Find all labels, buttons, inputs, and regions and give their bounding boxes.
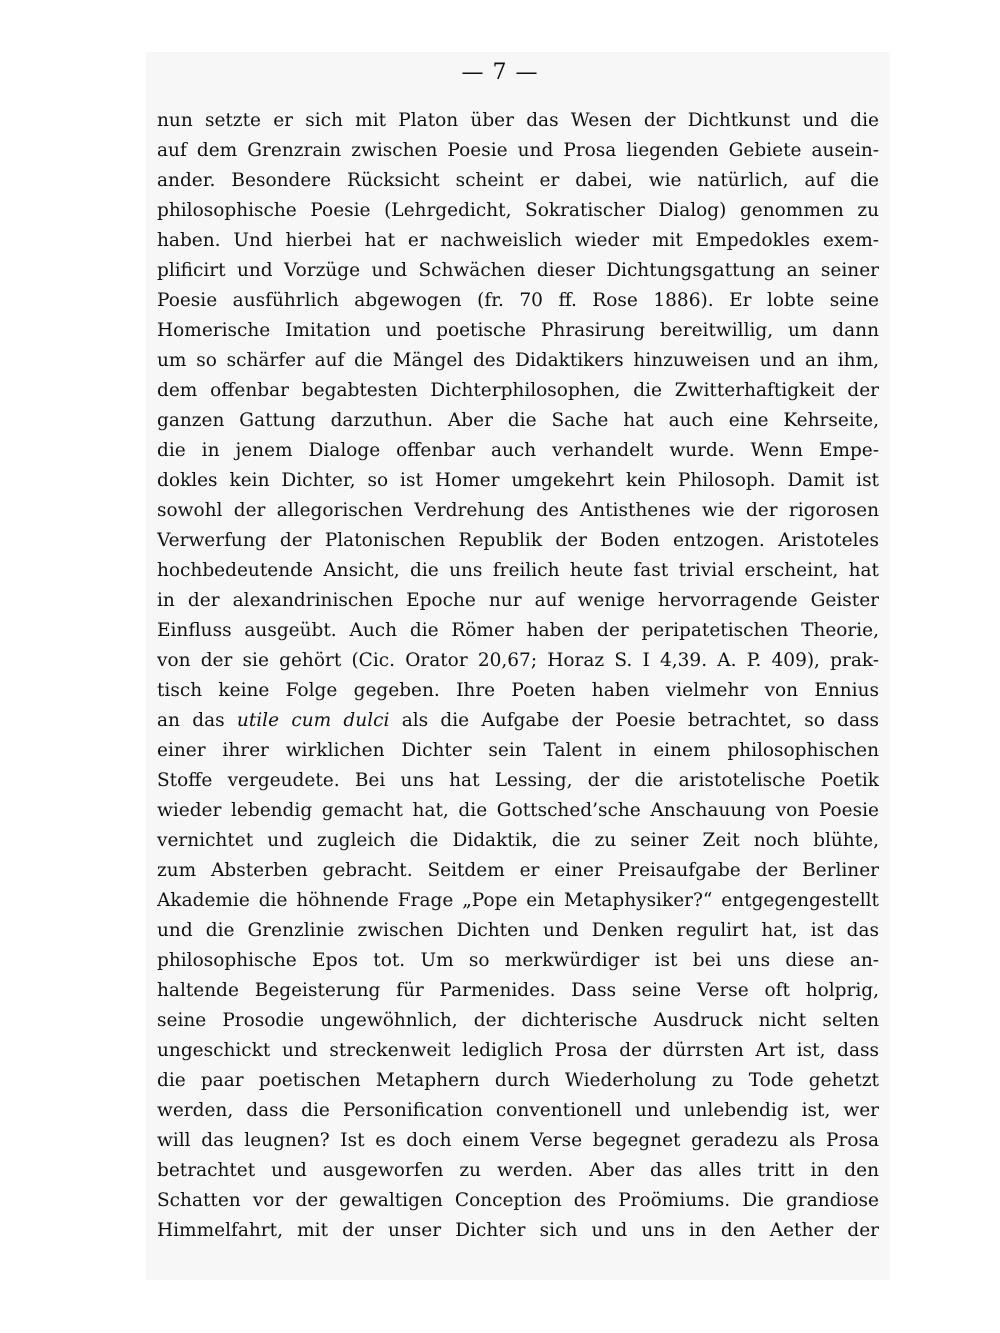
text-line: und die Grenzlinie zwischen Dichten und Denken regulirt hat, ist das <box>157 920 879 941</box>
text-line: sowohl der allegorischen Verdrehung des Antisthenes wie der rigorosen <box>157 500 879 521</box>
text-line: Akademie die höhnende Frage „Pope ein Metaphysiker?“ entgegengestellt <box>157 890 879 911</box>
text-line: ungeschickt und streckenweit lediglich Prosa der dürrsten Art ist, dass <box>157 1040 879 1061</box>
text-line: dokles kein Dichter, so ist Homer umgekehrt kein Philosoph. Damit ist <box>157 470 879 491</box>
text-line: dem offenbar begabtesten Dichterphilosophen, die Zwitterhaftigkeit der <box>157 380 879 401</box>
text-line: ganzen Gattung darzuthun. Aber die Sache hat auch eine Kehrseite, <box>157 410 879 431</box>
text-line: Homerische Imitation und poetische Phrasirung bereitwillig, um dann <box>157 320 879 341</box>
italic-phrase: utile cum dulci <box>236 710 390 731</box>
text-line: philosophische Epos tot. Um so merkwürdiger ist bei uns diese an- <box>157 950 879 971</box>
text-line: in der alexandrinischen Epoche nur auf wenige hervorragende Geister <box>157 590 879 611</box>
text-line-with-italic <box>157 706 879 736</box>
body-text <box>157 106 879 1246</box>
text-line: tisch keine Folge gegeben. Ihre Poeten haben vielmehr von Ennius <box>157 680 879 701</box>
text-line: Einfluss ausgeübt. Auch die Römer haben der peripatetischen Theorie, <box>157 620 879 641</box>
page-number: — 7 — <box>461 60 539 85</box>
text-line: die paar poetischen Metaphern durch Wiederholung zu Tode gehetzt <box>157 1070 879 1091</box>
text-line: Poesie ausführlich abgewogen (fr. 70 ff. Rose 1886). Er lobte seine <box>157 290 879 311</box>
text-line: werden, dass die Personification conventionell und unlebendig ist, wer <box>157 1100 879 1121</box>
text-line: von der sie gehört (Cic. Orator 20,67; Horaz S. I 4,39. A. P. 409), prak- <box>157 650 879 671</box>
text-line: einer ihrer wirklichen Dichter sein Talent in einem philosophischen <box>157 740 879 761</box>
text-line: ander. Besondere Rücksicht scheint er dabei, wie natürlich, auf die <box>157 170 879 191</box>
text-line: haben. Und hierbei hat er nachweislich wieder mit Empedokles exem- <box>157 230 879 251</box>
text-line: haltende Begeisterung für Parmenides. Dass seine Verse oft holprig, <box>157 980 879 1001</box>
text-line: will das leugnen? Ist es doch einem Verse begegnet geradezu als Prosa <box>157 1130 879 1151</box>
text-line: Stoffe vergeudete. Bei uns hat Lessing, der die aristotelische Poetik <box>157 770 879 791</box>
text-line: hochbedeutende Ansicht, die uns freilich heute fast trivial erscheint, hat <box>157 560 879 581</box>
text-line: nun setzte er sich mit Platon über das Wesen der Dichtkunst und die <box>157 110 879 131</box>
text-line: auf dem Grenzrain zwischen Poesie und Prosa liegenden Gebiete ausein- <box>157 140 879 161</box>
text-line: philosophische Poesie (Lehrgedicht, Sokratischer Dialog) genommen zu <box>157 200 879 221</box>
text-line: um so schärfer auf die Mängel des Didaktikers hinzuweisen und an ihm, <box>157 350 879 371</box>
text-line: Himmelfahrt, mit der unser Dichter sich und uns in den Aether der <box>157 1220 879 1241</box>
text-line: die in jenem Dialoge offenbar auch verhandelt wurde. Wenn Empe- <box>157 440 879 461</box>
text-segment: an das <box>157 710 225 731</box>
text-segment: als die Aufgabe der Poesie betrachtet, so dass <box>401 710 879 731</box>
text-line: betrachtet und ausgeworfen zu werden. Aber das alles tritt in den <box>157 1160 879 1181</box>
text-line: zum Absterben gebracht. Seitdem er einer Preisaufgabe der Berliner <box>157 860 879 881</box>
text-line: Verwerfung der Platonischen Republik der Boden entzogen. Aristoteles <box>157 530 879 551</box>
text-line: vernichtet und zugleich die Didaktik, die zu seiner Zeit noch blühte, <box>157 830 879 851</box>
text-line: seine Prosodie ungewöhnlich, der dichterische Ausdruck nicht selten <box>157 1010 879 1031</box>
text-line: Schatten vor der gewaltigen Conception des Proömiums. Die grandiose <box>157 1190 879 1211</box>
text-line: plificirt und Vorzüge und Schwächen dieser Dichtungsgattung an seiner <box>157 260 879 281</box>
text-line: wieder lebendig gemacht hat, die Gottsched’sche Anschauung von Poesie <box>157 800 879 821</box>
